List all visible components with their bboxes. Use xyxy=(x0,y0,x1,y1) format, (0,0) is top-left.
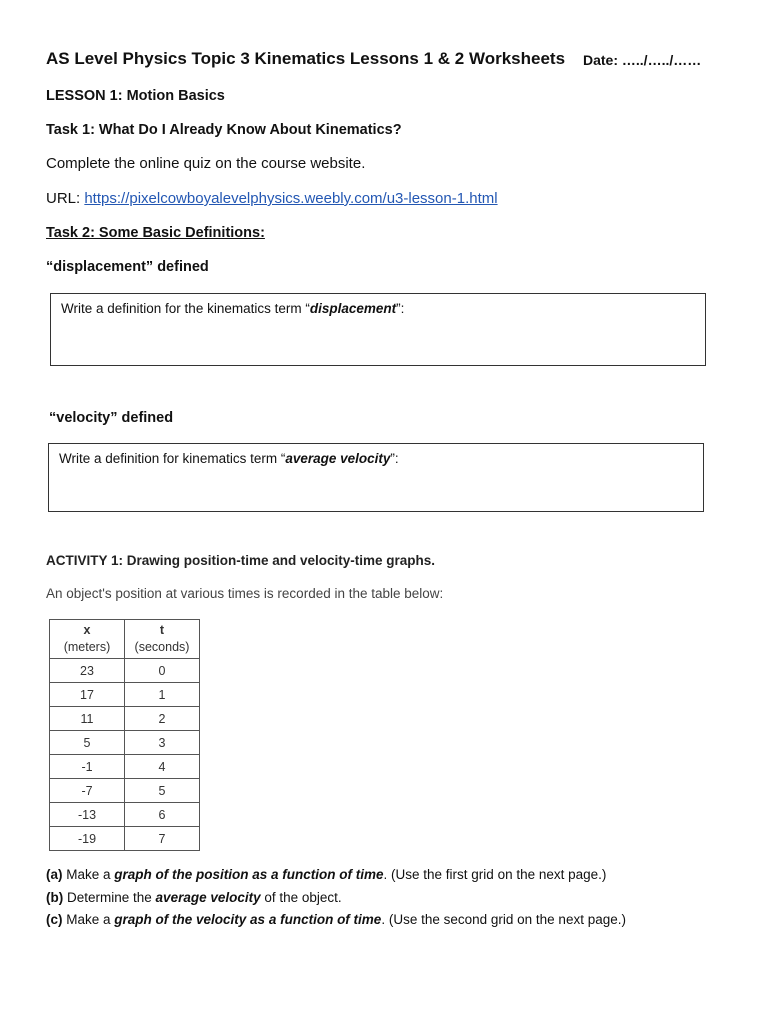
t-cell: 3 xyxy=(125,731,200,755)
question-c-emphasis: graph of the velocity as a function of time xyxy=(114,912,382,927)
table-row xyxy=(50,707,200,731)
question-a-emphasis: graph of the position as a function of time xyxy=(114,867,384,882)
task1-instruction: Complete the online quiz on the course website. xyxy=(46,155,366,172)
question-b-label: (b) xyxy=(46,890,64,905)
x-cell: -1 xyxy=(50,755,125,779)
velocity-term: average velocity xyxy=(285,451,391,466)
question-c: (c) Make a graph of the velocity as a function of time. (Use the second grid on the next page.) xyxy=(46,912,626,927)
table-row xyxy=(50,659,200,683)
question-b-emphasis: average velocity xyxy=(155,890,261,905)
displacement-definition-box[interactable] xyxy=(50,293,706,366)
url-line xyxy=(46,190,498,207)
x-cell: -7 xyxy=(50,779,125,803)
activity1-intro: An object's position at various times is recorded in the table below: xyxy=(46,586,444,601)
t-cell: 0 xyxy=(125,659,200,683)
col-t-header: t (seconds) xyxy=(125,620,200,659)
velocity-definition-box[interactable] xyxy=(48,443,704,512)
question-c-label: (c) xyxy=(46,912,63,927)
table-header-row xyxy=(50,620,200,659)
displacement-prompt: Write a definition for the kinematics term “displacement”: xyxy=(61,301,405,316)
t-cell: 7 xyxy=(125,827,200,851)
table-row xyxy=(50,683,200,707)
task1-heading: Task 1: What Do I Already Know About Kinematics? xyxy=(46,122,402,138)
question-a-label: (a) xyxy=(46,867,63,882)
t-cell: 4 xyxy=(125,755,200,779)
table-row xyxy=(50,803,200,827)
page-title: AS Level Physics Topic 3 Kinematics Lessons 1 & 2 Worksheets xyxy=(46,49,566,68)
table-row xyxy=(50,755,200,779)
x-cell: 11 xyxy=(50,707,125,731)
question-b: (b) Determine the average velocity of the object. xyxy=(46,890,342,905)
lesson-heading: LESSON 1: Motion Basics xyxy=(46,88,225,104)
x-cell: 23 xyxy=(50,659,125,683)
velocity-heading: “velocity” defined xyxy=(49,410,174,426)
course-url-link[interactable]: https://pixelcowboyalevelphysics.weebly.com/u3-lesson-1.html xyxy=(84,190,498,207)
url-label: URL: xyxy=(46,190,85,207)
table-row xyxy=(50,827,200,851)
x-cell: -13 xyxy=(50,803,125,827)
task2-heading: Task 2: Some Basic Definitions: xyxy=(46,225,265,241)
x-cell: 17 xyxy=(50,683,125,707)
x-cell: -19 xyxy=(50,827,125,851)
t-cell: 2 xyxy=(125,707,200,731)
displacement-heading: “displacement” defined xyxy=(46,259,209,275)
t-cell: 1 xyxy=(125,683,200,707)
x-cell: 5 xyxy=(50,731,125,755)
question-a: (a) Make a graph of the position as a function of time. (Use the first grid on the next page.) xyxy=(46,867,607,882)
t-cell: 6 xyxy=(125,803,200,827)
date-field: Date: …../…../…… xyxy=(583,52,702,68)
velocity-prompt: Write a definition for kinematics term “average velocity”: xyxy=(59,451,399,466)
position-time-table xyxy=(49,619,200,851)
displacement-term: displacement xyxy=(309,301,397,316)
table-row xyxy=(50,779,200,803)
activity1-heading: ACTIVITY 1: Drawing position-time and velocity-time graphs. xyxy=(46,553,436,568)
table-row xyxy=(50,731,200,755)
t-cell: 5 xyxy=(125,779,200,803)
col-x-header: x (meters) xyxy=(50,620,125,659)
